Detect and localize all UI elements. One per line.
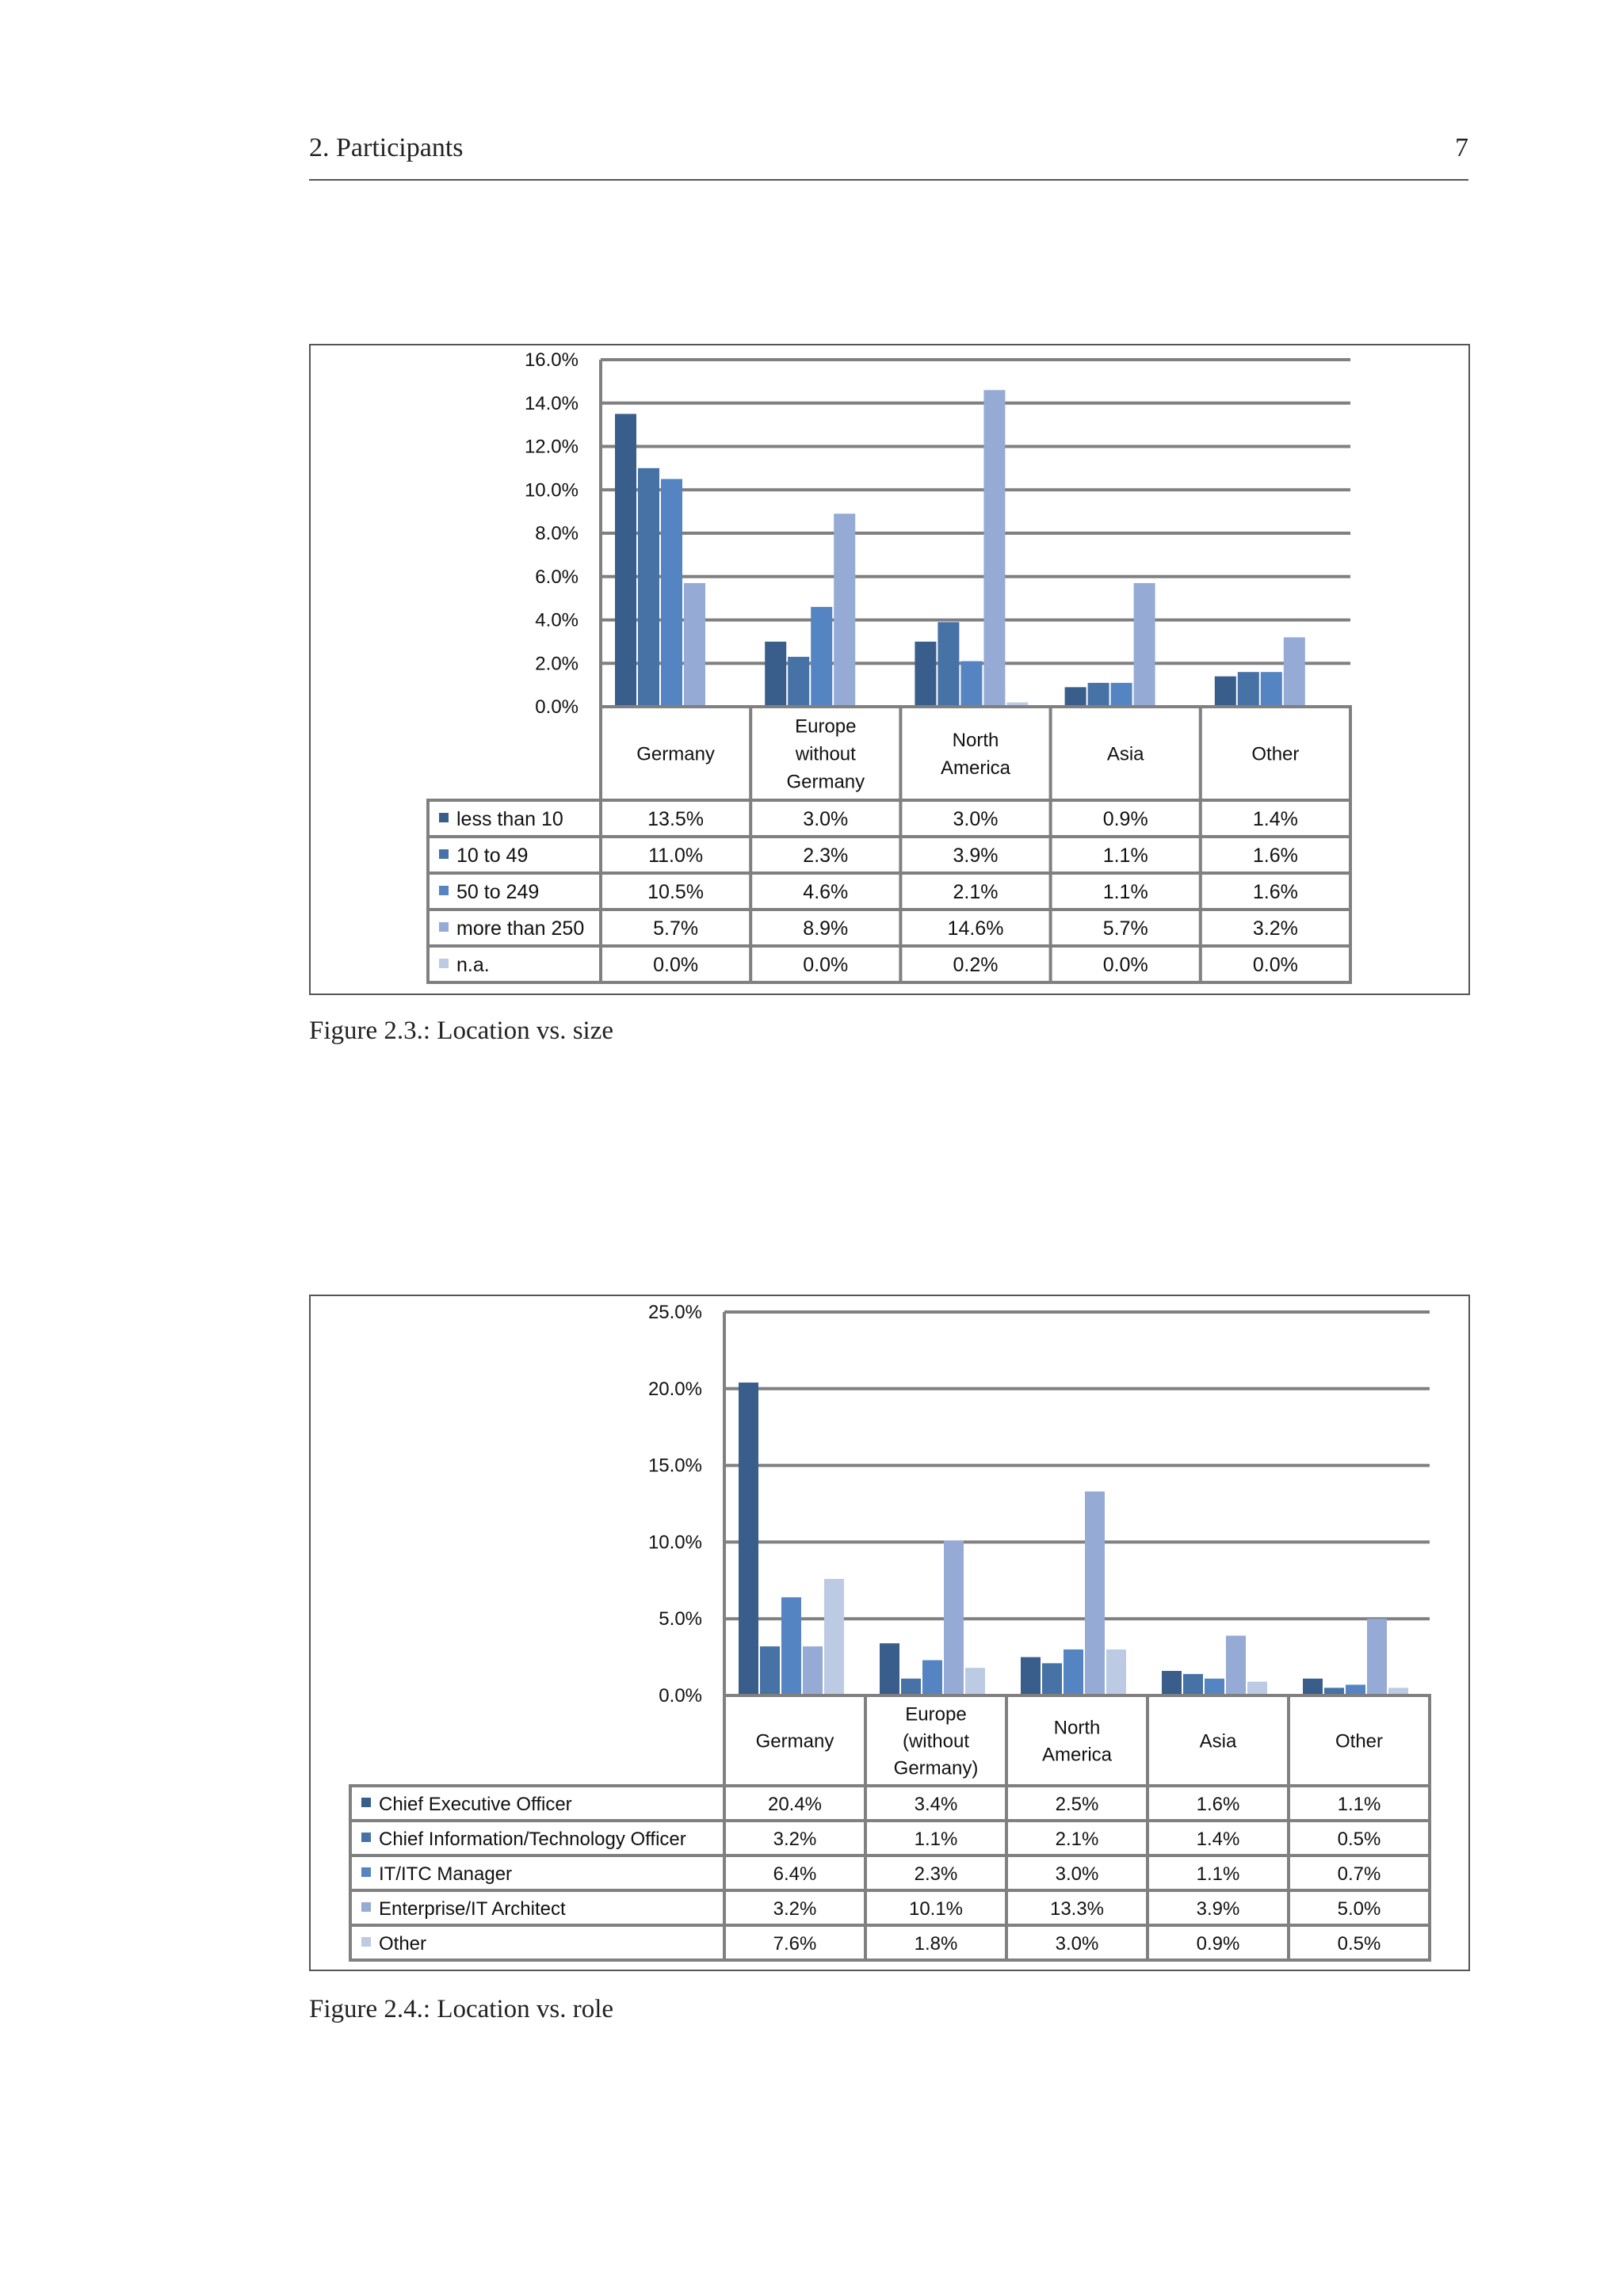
bar-50-to-249-asia bbox=[1111, 683, 1132, 707]
legend-label-n-a: n.a. bbox=[456, 954, 490, 976]
legend-label-it-itc-manager: IT/ITC Manager bbox=[379, 1863, 513, 1885]
category-label-north-america: North America bbox=[1041, 1717, 1113, 1766]
data-label-other-germany: 7.6% bbox=[773, 1933, 817, 1955]
legend-swatch-10-to-49 bbox=[439, 849, 449, 859]
data-label-it-itc-manager-europe-without-germany: 2.3% bbox=[914, 1863, 958, 1885]
y-tick-label: 12.0% bbox=[524, 436, 579, 458]
data-label-less-than-10-germany: 13.5% bbox=[647, 808, 705, 830]
bar-less-than-10-asia bbox=[1065, 687, 1086, 707]
bar-chief-information-technology-officer-europe-without-germany bbox=[901, 1679, 921, 1695]
data-label-other-other: 0.5% bbox=[1337, 1933, 1381, 1955]
category-label-other: Other bbox=[1251, 743, 1300, 765]
legend-label-enterprise-it-architect: Enterprise/IT Architect bbox=[379, 1898, 566, 1920]
data-label-chief-executive-officer-north-america: 2.5% bbox=[1055, 1794, 1099, 1815]
data-label-10-to-49-europe-without-germany: 2.3% bbox=[803, 845, 849, 867]
bar-enterprise-it-architect-asia bbox=[1226, 1635, 1246, 1695]
chart-location-vs-role bbox=[311, 1296, 1468, 1970]
bar-10-to-49-germany bbox=[638, 468, 659, 707]
bar-it-itc-manager-germany bbox=[781, 1597, 801, 1695]
y-tick-label: 10.0% bbox=[647, 1531, 702, 1554]
bar-enterprise-it-architect-europe-without-germany bbox=[944, 1540, 964, 1695]
bar-10-to-49-north-america bbox=[938, 622, 959, 707]
figure-location-vs-size bbox=[309, 344, 1470, 995]
bar-chief-executive-officer-other bbox=[1303, 1679, 1323, 1695]
category-label-other: Other bbox=[1335, 1730, 1384, 1753]
legend-swatch-other bbox=[361, 1937, 371, 1947]
bar-10-to-49-asia bbox=[1088, 683, 1109, 707]
data-label-other-asia: 0.9% bbox=[1196, 1933, 1240, 1955]
legend-label-less-than-10: less than 10 bbox=[456, 808, 563, 830]
y-tick-label: 20.0% bbox=[647, 1378, 702, 1400]
legend-label-50-to-249: 50 to 249 bbox=[456, 881, 540, 903]
bar-less-than-10-europe-without-germany bbox=[765, 642, 786, 707]
data-label-enterprise-it-architect-north-america: 13.3% bbox=[1049, 1898, 1105, 1920]
y-tick-label: 6.0% bbox=[535, 566, 579, 588]
data-label-more-than-250-germany: 5.7% bbox=[653, 917, 699, 940]
bar-more-than-250-asia bbox=[1134, 583, 1155, 707]
legend-swatch-less-than-10 bbox=[439, 813, 449, 822]
data-label-chief-executive-officer-europe-without-germany: 3.4% bbox=[914, 1794, 958, 1815]
legend-swatch-chief-information-technology-officer bbox=[361, 1833, 371, 1842]
data-label-enterprise-it-architect-asia: 3.9% bbox=[1196, 1898, 1240, 1920]
data-label-n-a-germany: 0.0% bbox=[653, 954, 699, 976]
bar-less-than-10-north-america bbox=[915, 642, 936, 707]
category-label-europe-without-germany: Europe (without Germany) bbox=[893, 1703, 979, 1779]
legend-label-10-to-49: 10 to 49 bbox=[456, 845, 529, 867]
data-label-more-than-250-north-america: 14.6% bbox=[947, 917, 1004, 940]
bar-more-than-250-germany bbox=[684, 583, 705, 707]
page-number: 7 bbox=[1455, 133, 1468, 162]
y-tick-label: 15.0% bbox=[647, 1455, 702, 1477]
bar-chief-executive-officer-north-america bbox=[1021, 1657, 1041, 1695]
bar-chief-executive-officer-germany bbox=[739, 1383, 758, 1695]
data-label-50-to-249-asia: 1.1% bbox=[1102, 881, 1148, 903]
bar-it-itc-manager-north-america bbox=[1064, 1650, 1083, 1695]
y-tick-label: 4.0% bbox=[535, 609, 579, 631]
data-label-50-to-249-north-america: 2.1% bbox=[953, 881, 999, 903]
figure-caption-size: Figure 2.3.: Location vs. size bbox=[309, 1016, 614, 1045]
category-label-asia: Asia bbox=[1106, 743, 1144, 765]
bar-chief-information-technology-officer-germany bbox=[760, 1646, 780, 1695]
bar-more-than-250-europe-without-germany bbox=[834, 513, 855, 707]
bar-less-than-10-germany bbox=[615, 414, 636, 707]
data-label-chief-executive-officer-other: 1.1% bbox=[1337, 1794, 1381, 1815]
bar-it-itc-manager-europe-without-germany bbox=[922, 1660, 942, 1695]
data-label-chief-information-technology-officer-asia: 1.4% bbox=[1196, 1829, 1240, 1850]
data-label-50-to-249-germany: 10.5% bbox=[647, 881, 705, 903]
bar-other-europe-without-germany bbox=[965, 1668, 985, 1695]
bar-chief-executive-officer-asia bbox=[1162, 1671, 1182, 1695]
data-label-n-a-north-america: 0.2% bbox=[953, 954, 999, 976]
bar-other-germany bbox=[824, 1579, 844, 1695]
category-label-north-america: North America bbox=[940, 730, 1011, 780]
legend-label-chief-executive-officer: Chief Executive Officer bbox=[379, 1794, 572, 1815]
data-label-it-itc-manager-other: 0.7% bbox=[1337, 1863, 1381, 1885]
data-label-it-itc-manager-asia: 1.1% bbox=[1196, 1863, 1240, 1885]
section-title: 2. Participants bbox=[309, 133, 464, 162]
bar-it-itc-manager-asia bbox=[1205, 1679, 1224, 1695]
bar-more-than-250-north-america bbox=[983, 390, 1005, 707]
data-label-chief-executive-officer-germany: 20.4% bbox=[767, 1794, 823, 1815]
data-label-10-to-49-other: 1.6% bbox=[1252, 845, 1298, 867]
data-label-it-itc-manager-north-america: 3.0% bbox=[1055, 1863, 1099, 1885]
data-label-50-to-249-other: 1.6% bbox=[1252, 881, 1298, 903]
bar-50-to-249-germany bbox=[661, 479, 682, 707]
data-label-other-europe-without-germany: 1.8% bbox=[914, 1933, 958, 1955]
y-tick-label: 16.0% bbox=[524, 349, 579, 371]
category-label-germany: Germany bbox=[755, 1730, 834, 1753]
figure-location-vs-role bbox=[309, 1295, 1470, 1971]
data-label-chief-executive-officer-asia: 1.6% bbox=[1196, 1794, 1240, 1815]
bar-more-than-250-other bbox=[1284, 637, 1305, 707]
y-tick-label: 5.0% bbox=[659, 1608, 702, 1630]
bar-chief-information-technology-officer-asia bbox=[1183, 1674, 1203, 1695]
y-tick-label: 25.0% bbox=[647, 1302, 702, 1323]
category-label-europe-without-germany: Europe without Germany bbox=[786, 715, 865, 793]
legend-swatch-n-a bbox=[439, 959, 449, 968]
legend-swatch-more-than-250 bbox=[439, 922, 449, 932]
legend-swatch-chief-executive-officer bbox=[361, 1798, 371, 1807]
category-label-asia: Asia bbox=[1199, 1730, 1237, 1753]
y-tick-label: 0.0% bbox=[659, 1685, 702, 1707]
legend-swatch-it-itc-manager bbox=[361, 1867, 371, 1877]
data-label-50-to-249-europe-without-germany: 4.6% bbox=[803, 881, 849, 903]
figure-caption-role: Figure 2.4.: Location vs. role bbox=[309, 1995, 614, 2023]
data-label-less-than-10-asia: 0.9% bbox=[1102, 808, 1148, 830]
data-label-chief-information-technology-officer-other: 0.5% bbox=[1337, 1829, 1381, 1850]
bar-it-itc-manager-other bbox=[1346, 1684, 1365, 1695]
legend-swatch-enterprise-it-architect bbox=[361, 1902, 371, 1912]
page-header bbox=[309, 133, 1468, 181]
data-label-more-than-250-europe-without-germany: 8.9% bbox=[803, 917, 849, 940]
legend-label-more-than-250: more than 250 bbox=[456, 917, 585, 940]
bar-50-to-249-north-america bbox=[960, 662, 982, 707]
data-label-n-a-europe-without-germany: 0.0% bbox=[803, 954, 849, 976]
y-tick-label: 0.0% bbox=[535, 696, 579, 718]
y-tick-label: 10.0% bbox=[524, 479, 579, 502]
data-label-chief-information-technology-officer-north-america: 2.1% bbox=[1055, 1829, 1099, 1850]
data-label-enterprise-it-architect-other: 5.0% bbox=[1337, 1898, 1381, 1920]
data-label-it-itc-manager-germany: 6.4% bbox=[773, 1863, 817, 1885]
data-table-frame bbox=[428, 800, 1350, 982]
bar-other-asia bbox=[1247, 1682, 1267, 1695]
legend-label-chief-information-technology-officer: Chief Information/Technology Officer bbox=[379, 1829, 686, 1850]
bar-enterprise-it-architect-north-america bbox=[1085, 1492, 1105, 1695]
bar-chief-executive-officer-europe-without-germany bbox=[880, 1643, 899, 1695]
y-tick-label: 14.0% bbox=[524, 392, 579, 414]
bar-less-than-10-other bbox=[1215, 677, 1236, 707]
data-label-less-than-10-europe-without-germany: 3.0% bbox=[803, 808, 849, 830]
data-label-10-to-49-asia: 1.1% bbox=[1102, 845, 1148, 867]
bar-enterprise-it-architect-other bbox=[1367, 1619, 1387, 1695]
data-label-chief-information-technology-officer-germany: 3.2% bbox=[773, 1829, 817, 1850]
data-label-more-than-250-asia: 5.7% bbox=[1102, 917, 1148, 940]
category-label-germany: Germany bbox=[636, 743, 715, 765]
data-label-chief-information-technology-officer-europe-without-germany: 1.1% bbox=[914, 1829, 958, 1850]
bar-enterprise-it-architect-germany bbox=[803, 1646, 823, 1695]
data-label-enterprise-it-architect-germany: 3.2% bbox=[773, 1898, 817, 1920]
y-tick-label: 8.0% bbox=[535, 523, 579, 544]
bar-10-to-49-other bbox=[1238, 672, 1259, 707]
data-label-less-than-10-other: 1.4% bbox=[1252, 808, 1298, 830]
bar-50-to-249-europe-without-germany bbox=[811, 607, 832, 707]
bar-10-to-49-europe-without-germany bbox=[788, 657, 809, 707]
data-label-10-to-49-germany: 11.0% bbox=[648, 845, 704, 867]
data-label-enterprise-it-architect-europe-without-germany: 10.1% bbox=[908, 1898, 964, 1920]
bar-50-to-249-other bbox=[1261, 672, 1282, 707]
legend-label-other: Other bbox=[379, 1933, 427, 1955]
data-label-n-a-asia: 0.0% bbox=[1102, 954, 1148, 976]
data-label-10-to-49-north-america: 3.9% bbox=[953, 845, 999, 867]
bar-other-north-america bbox=[1106, 1650, 1126, 1695]
legend-swatch-50-to-249 bbox=[439, 886, 449, 895]
data-label-other-north-america: 3.0% bbox=[1055, 1933, 1099, 1955]
bar-chief-information-technology-officer-north-america bbox=[1042, 1663, 1062, 1695]
data-label-n-a-other: 0.0% bbox=[1252, 954, 1298, 976]
y-tick-label: 2.0% bbox=[535, 653, 579, 675]
chart-location-vs-size bbox=[311, 345, 1468, 994]
data-label-more-than-250-other: 3.2% bbox=[1252, 917, 1298, 940]
data-label-less-than-10-north-america: 3.0% bbox=[953, 808, 999, 830]
